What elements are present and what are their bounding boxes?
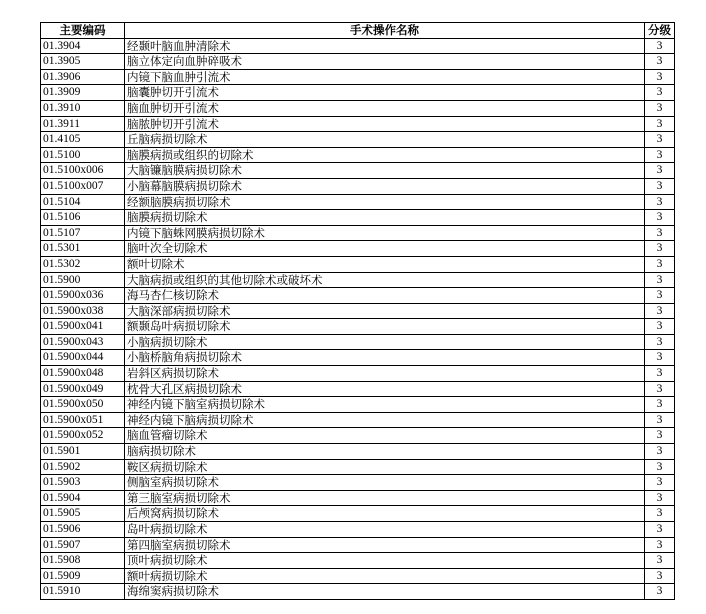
cell-code: 01.5900x049 — [41, 381, 125, 397]
cell-code: 01.3911 — [41, 116, 125, 132]
cell-code: 01.3909 — [41, 85, 125, 101]
table-row — [41, 553, 675, 569]
cell-name: 第四脑室病损切除术 — [125, 537, 645, 553]
table-row — [41, 132, 675, 148]
table-row — [41, 350, 675, 366]
cell-grade: 3 — [645, 444, 675, 460]
cell-code: 01.5900x044 — [41, 350, 125, 366]
cell-grade: 3 — [645, 412, 675, 428]
cell-code: 01.5900x036 — [41, 288, 125, 304]
cell-name: 海马杏仁核切除术 — [125, 288, 645, 304]
table-row — [41, 319, 675, 335]
cell-name: 枕骨大孔区病损切除术 — [125, 381, 645, 397]
cell-code: 01.5904 — [41, 490, 125, 506]
cell-name: 后颅窝病损切除术 — [125, 506, 645, 522]
cell-name: 脑囊肿切开引流术 — [125, 85, 645, 101]
table-row — [41, 38, 675, 54]
cell-code: 01.5906 — [41, 522, 125, 538]
cell-code: 01.5909 — [41, 568, 125, 584]
cell-grade: 3 — [645, 490, 675, 506]
cell-name: 脑叶次全切除术 — [125, 241, 645, 257]
table-row — [41, 210, 675, 226]
table-row — [41, 54, 675, 70]
table-row — [41, 490, 675, 506]
cell-name: 脑病损切除术 — [125, 444, 645, 460]
cell-name: 内镜下脑蛛网膜病损切除术 — [125, 225, 645, 241]
cell-code: 01.5104 — [41, 194, 125, 210]
header-row — [41, 23, 675, 39]
cell-grade: 3 — [645, 288, 675, 304]
cell-name: 脑脓肿切开引流术 — [125, 116, 645, 132]
cell-grade: 3 — [645, 553, 675, 569]
cell-name: 大脑镰脑膜病损切除术 — [125, 163, 645, 179]
table-row — [41, 241, 675, 257]
cell-grade: 3 — [645, 116, 675, 132]
header-grade: 分级 — [645, 23, 675, 39]
cell-name: 岛叶病损切除术 — [125, 522, 645, 538]
table-row — [41, 397, 675, 413]
table-row — [41, 225, 675, 241]
cell-name: 经额脑膜病损切除术 — [125, 194, 645, 210]
cell-name: 神经内镜下脑室病损切除术 — [125, 397, 645, 413]
cell-code: 01.3904 — [41, 38, 125, 54]
cell-grade: 3 — [645, 100, 675, 116]
cell-code: 01.5100x006 — [41, 163, 125, 179]
cell-name: 脑血肿切开引流术 — [125, 100, 645, 116]
table-row — [41, 147, 675, 163]
table-row — [41, 272, 675, 288]
cell-name: 小脑幕脑膜病损切除术 — [125, 178, 645, 194]
cell-code: 01.5907 — [41, 537, 125, 553]
cell-grade: 3 — [645, 38, 675, 54]
cell-name: 脑膜病损或组织的切除术 — [125, 147, 645, 163]
table-row — [41, 584, 675, 600]
table-row — [41, 537, 675, 553]
table-row — [41, 303, 675, 319]
cell-grade: 3 — [645, 163, 675, 179]
cell-grade: 3 — [645, 366, 675, 382]
cell-code: 01.5100 — [41, 147, 125, 163]
cell-code: 01.3905 — [41, 54, 125, 70]
cell-name: 岩斜区病损切除术 — [125, 366, 645, 382]
table-row — [41, 288, 675, 304]
table-row — [41, 366, 675, 382]
cell-code: 01.5900x038 — [41, 303, 125, 319]
cell-grade: 3 — [645, 225, 675, 241]
table-row — [41, 116, 675, 132]
table-row — [41, 459, 675, 475]
cell-name: 顶叶病损切除术 — [125, 553, 645, 569]
cell-code: 01.5900x050 — [41, 397, 125, 413]
cell-grade: 3 — [645, 537, 675, 553]
cell-name: 丘脑病损切除术 — [125, 132, 645, 148]
table-row — [41, 334, 675, 350]
cell-name: 侧脑室病损切除术 — [125, 475, 645, 491]
cell-code: 01.5900x048 — [41, 366, 125, 382]
cell-code: 01.3910 — [41, 100, 125, 116]
cell-grade: 3 — [645, 584, 675, 600]
cell-grade: 3 — [645, 132, 675, 148]
cell-name: 额叶切除术 — [125, 256, 645, 272]
cell-name: 额叶病损切除术 — [125, 568, 645, 584]
cell-name: 小脑病损切除术 — [125, 334, 645, 350]
table-row — [41, 522, 675, 538]
cell-grade: 3 — [645, 381, 675, 397]
cell-name: 额颞岛叶病损切除术 — [125, 319, 645, 335]
cell-grade: 3 — [645, 54, 675, 70]
cell-code: 01.5910 — [41, 584, 125, 600]
cell-grade: 3 — [645, 506, 675, 522]
cell-code: 01.5900x052 — [41, 428, 125, 444]
table-body — [41, 38, 675, 599]
cell-grade: 3 — [645, 475, 675, 491]
cell-grade: 3 — [645, 210, 675, 226]
cell-code: 01.5302 — [41, 256, 125, 272]
table-row — [41, 506, 675, 522]
cell-code: 01.4105 — [41, 132, 125, 148]
cell-name: 大脑深部病损切除术 — [125, 303, 645, 319]
header-code: 主要编码 — [41, 23, 125, 39]
cell-grade: 3 — [645, 319, 675, 335]
cell-code: 01.5301 — [41, 241, 125, 257]
cell-code: 01.5903 — [41, 475, 125, 491]
table-row — [41, 178, 675, 194]
table-header — [41, 23, 675, 39]
cell-grade: 3 — [645, 272, 675, 288]
cell-code: 01.5107 — [41, 225, 125, 241]
cell-name: 鞍区病损切除术 — [125, 459, 645, 475]
cell-code: 01.5900x051 — [41, 412, 125, 428]
table-row — [41, 444, 675, 460]
cell-grade: 3 — [645, 522, 675, 538]
header-name: 手术操作名称 — [125, 23, 645, 39]
cell-grade: 3 — [645, 397, 675, 413]
cell-code: 01.5905 — [41, 506, 125, 522]
cell-name: 海绵窦病损切除术 — [125, 584, 645, 600]
cell-code: 01.5106 — [41, 210, 125, 226]
cell-code: 01.5900 — [41, 272, 125, 288]
table-row — [41, 163, 675, 179]
cell-grade: 3 — [645, 241, 675, 257]
table-row — [41, 69, 675, 85]
cell-code: 01.5900x043 — [41, 334, 125, 350]
cell-code: 01.5100x007 — [41, 178, 125, 194]
cell-grade: 3 — [645, 459, 675, 475]
table-row — [41, 428, 675, 444]
cell-grade: 3 — [645, 69, 675, 85]
cell-name: 小脑桥脑角病损切除术 — [125, 350, 645, 366]
cell-name: 脑血管瘤切除术 — [125, 428, 645, 444]
table-row — [41, 194, 675, 210]
table-row — [41, 568, 675, 584]
cell-grade: 3 — [645, 256, 675, 272]
table-row — [41, 475, 675, 491]
cell-grade: 3 — [645, 147, 675, 163]
cell-code: 01.5900x041 — [41, 319, 125, 335]
cell-grade: 3 — [645, 194, 675, 210]
cell-name: 经颞叶脑血肿清除术 — [125, 38, 645, 54]
cell-name: 第三脑室病损切除术 — [125, 490, 645, 506]
cell-code: 01.5908 — [41, 553, 125, 569]
cell-code: 01.5902 — [41, 459, 125, 475]
cell-name: 脑膜病损切除术 — [125, 210, 645, 226]
cell-grade: 3 — [645, 178, 675, 194]
cell-name: 脑立体定向血肿碎吸术 — [125, 54, 645, 70]
table-row — [41, 256, 675, 272]
cell-grade: 3 — [645, 350, 675, 366]
procedure-table — [40, 22, 675, 600]
cell-grade: 3 — [645, 428, 675, 444]
cell-code: 01.3906 — [41, 69, 125, 85]
table-row — [41, 85, 675, 101]
cell-grade: 3 — [645, 568, 675, 584]
cell-grade: 3 — [645, 85, 675, 101]
table-row — [41, 381, 675, 397]
cell-code: 01.5901 — [41, 444, 125, 460]
cell-name: 内镜下脑血肿引流术 — [125, 69, 645, 85]
table-row — [41, 100, 675, 116]
document-page — [40, 22, 674, 600]
cell-grade: 3 — [645, 334, 675, 350]
cell-name: 大脑病损或组织的其他切除术或破坏术 — [125, 272, 645, 288]
table-row — [41, 412, 675, 428]
cell-grade: 3 — [645, 303, 675, 319]
cell-name: 神经内镜下脑病损切除术 — [125, 412, 645, 428]
